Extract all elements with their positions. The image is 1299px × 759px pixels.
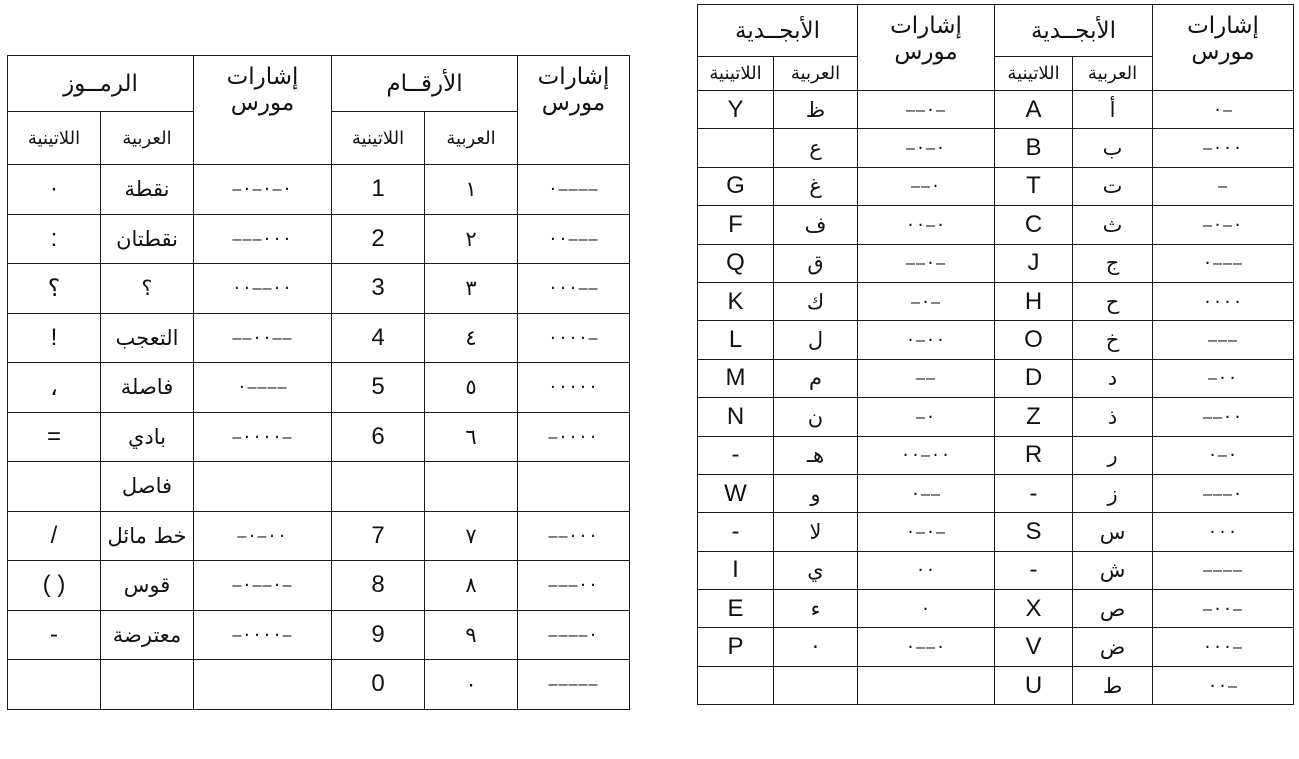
number-arabic-cell: ٥ bbox=[425, 363, 518, 413]
table-row bbox=[698, 244, 1294, 282]
symbol-arabic-cell: قوس bbox=[101, 561, 194, 611]
symbol-arabic-cell: فاصل bbox=[101, 462, 194, 512]
symbol-latin-cell bbox=[8, 660, 101, 710]
letter-arabic-cell: ب bbox=[1073, 129, 1153, 167]
letter-morse-cell: ———· bbox=[1153, 474, 1294, 512]
letter-latin-cell: L bbox=[698, 321, 774, 359]
letter-latin-cell: A bbox=[995, 91, 1073, 129]
letter-morse-cell: —— bbox=[858, 359, 995, 397]
letter-arabic-cell: ل bbox=[774, 321, 858, 359]
letter-arabic-cell: ش bbox=[1073, 551, 1153, 589]
symbol-morse-cell: —·——·— bbox=[194, 561, 332, 611]
letter-morse-cell bbox=[858, 666, 995, 704]
symbol-morse-cell: —····— bbox=[194, 610, 332, 660]
numbers-arabic-header: العربية bbox=[425, 112, 518, 165]
letter-morse-cell: —··— bbox=[1153, 590, 1294, 628]
number-arabic-cell: ٢ bbox=[425, 214, 518, 264]
letter-latin-cell: T bbox=[995, 167, 1073, 205]
symbol-arabic-cell: ؟ bbox=[101, 264, 194, 314]
alphabet-right-latin-header: اللاتينية bbox=[995, 57, 1073, 91]
letter-morse-cell: ··—· bbox=[858, 206, 995, 244]
symbol-morse-cell: ·———— bbox=[194, 363, 332, 413]
number-arabic-cell: ٦ bbox=[425, 412, 518, 462]
number-latin-cell: 4 bbox=[332, 313, 425, 363]
alphabet-right-morse-header: إشارات مورس bbox=[1153, 5, 1294, 91]
symbols-header: الرمــوز bbox=[8, 56, 194, 112]
number-morse-cell: ———·· bbox=[518, 561, 630, 611]
number-arabic-cell: ٣ bbox=[425, 264, 518, 314]
number-morse-cell: ————· bbox=[518, 610, 630, 660]
symbol-latin-cell: ! bbox=[8, 313, 101, 363]
symbol-morse-cell: ——··—— bbox=[194, 313, 332, 363]
letter-arabic-cell: ء bbox=[774, 590, 858, 628]
letter-arabic-cell: ح bbox=[1073, 282, 1153, 320]
number-latin-cell: 5 bbox=[332, 363, 425, 413]
letter-morse-cell: —·· bbox=[1153, 359, 1294, 397]
number-latin-cell: 3 bbox=[332, 264, 425, 314]
symbol-morse-cell: —·—·—· bbox=[194, 165, 332, 215]
letter-arabic-cell: ث bbox=[1073, 206, 1153, 244]
letter-morse-cell: ·——· bbox=[858, 628, 995, 666]
letter-morse-cell: ·—— bbox=[858, 474, 995, 512]
letter-latin-cell: I bbox=[698, 551, 774, 589]
number-morse-cell: ——··· bbox=[518, 511, 630, 561]
letter-latin-cell: Z bbox=[995, 398, 1073, 436]
letter-arabic-cell bbox=[774, 666, 858, 704]
letter-arabic-cell: ض bbox=[1073, 628, 1153, 666]
number-morse-cell: —···· bbox=[518, 412, 630, 462]
letter-latin-cell: S bbox=[995, 513, 1073, 551]
letter-latin-cell: M bbox=[698, 359, 774, 397]
alphabet-left-morse-header: إشارات مورس bbox=[858, 5, 995, 91]
letter-arabic-cell: ع bbox=[774, 129, 858, 167]
number-latin-cell: 9 bbox=[332, 610, 425, 660]
number-latin-cell: 6 bbox=[332, 412, 425, 462]
letter-latin-cell bbox=[698, 129, 774, 167]
table-row bbox=[698, 666, 1294, 704]
table-row bbox=[8, 264, 630, 314]
letter-morse-cell: ——·— bbox=[858, 91, 995, 129]
letter-morse-cell: ·· bbox=[858, 551, 995, 589]
table-row bbox=[698, 551, 1294, 589]
letter-morse-cell: ···— bbox=[1153, 628, 1294, 666]
alphabet-table bbox=[697, 4, 1294, 705]
letter-morse-cell: ··· bbox=[1153, 513, 1294, 551]
letter-latin-cell: X bbox=[995, 590, 1073, 628]
alphabet-left-header: الأبجــدية bbox=[698, 5, 858, 57]
letter-arabic-cell: ي bbox=[774, 551, 858, 589]
numbers-morse-header: إشارات مورس bbox=[518, 56, 630, 165]
table-row bbox=[698, 167, 1294, 205]
numbers-latin-header: اللاتينية bbox=[332, 112, 425, 165]
letter-latin-cell: P bbox=[698, 628, 774, 666]
table-row bbox=[698, 513, 1294, 551]
table-row bbox=[8, 214, 630, 264]
letter-latin-cell: U bbox=[995, 666, 1073, 704]
table-row bbox=[698, 436, 1294, 474]
symbol-latin-cell: : bbox=[8, 214, 101, 264]
number-morse-cell: ·———— bbox=[518, 165, 630, 215]
number-arabic-cell: ٤ bbox=[425, 313, 518, 363]
table-row bbox=[698, 282, 1294, 320]
letter-morse-cell: ——·— bbox=[858, 244, 995, 282]
letter-latin-cell: J bbox=[995, 244, 1073, 282]
table-row bbox=[698, 359, 1294, 397]
number-morse-cell: ···—— bbox=[518, 264, 630, 314]
letter-arabic-cell: · bbox=[774, 628, 858, 666]
symbol-morse-cell bbox=[194, 462, 332, 512]
letter-latin-cell: R bbox=[995, 436, 1073, 474]
table-row bbox=[698, 628, 1294, 666]
symbol-morse-cell: ··——·· bbox=[194, 264, 332, 314]
letter-arabic-cell: م bbox=[774, 359, 858, 397]
symbol-arabic-cell: معترضة bbox=[101, 610, 194, 660]
letter-morse-cell: ·—·— bbox=[858, 513, 995, 551]
symbols-latin-header: اللاتينية bbox=[8, 112, 101, 165]
letter-latin-cell: B bbox=[995, 129, 1073, 167]
number-arabic-cell: ٩ bbox=[425, 610, 518, 660]
letter-arabic-cell: ت bbox=[1073, 167, 1153, 205]
letter-morse-cell: —· bbox=[858, 398, 995, 436]
number-morse-cell: ··——— bbox=[518, 214, 630, 264]
table-row bbox=[698, 206, 1294, 244]
letter-arabic-cell: ظ bbox=[774, 91, 858, 129]
table-row bbox=[698, 474, 1294, 512]
number-morse-cell: ····· bbox=[518, 363, 630, 413]
letter-latin-cell: D bbox=[995, 359, 1073, 397]
number-latin-cell bbox=[332, 462, 425, 512]
letter-latin-cell bbox=[698, 666, 774, 704]
letter-latin-cell: K bbox=[698, 282, 774, 320]
number-latin-cell: 2 bbox=[332, 214, 425, 264]
symbol-morse-cell: —····— bbox=[194, 412, 332, 462]
letter-latin-cell: Y bbox=[698, 91, 774, 129]
table-row bbox=[698, 590, 1294, 628]
letter-latin-cell: N bbox=[698, 398, 774, 436]
letter-morse-cell: —·— bbox=[858, 282, 995, 320]
letter-latin-cell: V bbox=[995, 628, 1073, 666]
letter-morse-cell: ·—·· bbox=[858, 321, 995, 359]
symbol-latin-cell: ( ) bbox=[8, 561, 101, 611]
letter-latin-cell: W bbox=[698, 474, 774, 512]
letter-arabic-cell: ص bbox=[1073, 590, 1153, 628]
number-latin-cell: 7 bbox=[332, 511, 425, 561]
number-arabic-cell: ٨ bbox=[425, 561, 518, 611]
letter-arabic-cell: ر bbox=[1073, 436, 1153, 474]
letter-latin-cell: Q bbox=[698, 244, 774, 282]
letter-arabic-cell: ز bbox=[1073, 474, 1153, 512]
letter-latin-cell: - bbox=[995, 551, 1073, 589]
letter-morse-cell: ···· bbox=[1153, 282, 1294, 320]
letter-arabic-cell: د bbox=[1073, 359, 1153, 397]
symbol-latin-cell bbox=[8, 462, 101, 512]
table-row bbox=[8, 511, 630, 561]
number-arabic-cell: ٠ bbox=[425, 660, 518, 710]
letter-morse-cell: ·—· bbox=[1153, 436, 1294, 474]
numbers-header: الأرقــام bbox=[332, 56, 518, 112]
letter-latin-cell: H bbox=[995, 282, 1073, 320]
table-row bbox=[698, 91, 1294, 129]
table-row bbox=[8, 165, 630, 215]
table-row bbox=[698, 129, 1294, 167]
symbol-arabic-cell: خط مائل bbox=[101, 511, 194, 561]
letter-latin-cell: G bbox=[698, 167, 774, 205]
number-latin-cell: 0 bbox=[332, 660, 425, 710]
alphabet-left-latin-header: اللاتينية bbox=[698, 57, 774, 91]
letter-morse-cell: ——·· bbox=[1153, 398, 1294, 436]
letter-morse-cell: — bbox=[1153, 167, 1294, 205]
symbol-arabic-cell: فاصلة bbox=[101, 363, 194, 413]
letter-arabic-cell: ط bbox=[1073, 666, 1153, 704]
symbols-morse-header: إشارات مورس bbox=[194, 56, 332, 165]
letter-morse-cell: ——— bbox=[1153, 321, 1294, 359]
table-row bbox=[8, 363, 630, 413]
letter-latin-cell: E bbox=[698, 590, 774, 628]
letter-arabic-cell: ج bbox=[1073, 244, 1153, 282]
letter-latin-cell: C bbox=[995, 206, 1073, 244]
letter-morse-cell: —·—· bbox=[858, 129, 995, 167]
letter-arabic-cell: أ bbox=[1073, 91, 1153, 129]
letter-arabic-cell: ق bbox=[774, 244, 858, 282]
letter-morse-cell: ——· bbox=[858, 167, 995, 205]
symbol-arabic-cell: بادي bbox=[101, 412, 194, 462]
symbol-latin-cell: - bbox=[8, 610, 101, 660]
number-arabic-cell: ٧ bbox=[425, 511, 518, 561]
symbol-latin-cell: ، bbox=[8, 363, 101, 413]
table-row bbox=[8, 313, 630, 363]
letter-latin-cell: - bbox=[995, 474, 1073, 512]
table-row bbox=[8, 561, 630, 611]
symbol-latin-cell: ؟ bbox=[8, 264, 101, 314]
letter-latin-cell: O bbox=[995, 321, 1073, 359]
symbol-morse-cell bbox=[194, 660, 332, 710]
symbol-morse-cell: ———··· bbox=[194, 214, 332, 264]
letter-morse-cell: ———— bbox=[1153, 551, 1294, 589]
alphabet-right-header: الأبجــدية bbox=[995, 5, 1153, 57]
symbol-latin-cell: / bbox=[8, 511, 101, 561]
letter-latin-cell: F bbox=[698, 206, 774, 244]
letter-morse-cell: ·——— bbox=[1153, 244, 1294, 282]
letter-arabic-cell: خ bbox=[1073, 321, 1153, 359]
letter-morse-cell: —·—· bbox=[1153, 206, 1294, 244]
number-arabic-cell bbox=[425, 462, 518, 512]
table-row bbox=[8, 610, 630, 660]
table-row bbox=[8, 412, 630, 462]
letter-arabic-cell: س bbox=[1073, 513, 1153, 551]
table-row bbox=[698, 398, 1294, 436]
symbol-arabic-cell: نقطتان bbox=[101, 214, 194, 264]
number-latin-cell: 8 bbox=[332, 561, 425, 611]
number-morse-cell: ····— bbox=[518, 313, 630, 363]
symbol-arabic-cell: نقطة bbox=[101, 165, 194, 215]
symbol-latin-cell: · bbox=[8, 165, 101, 215]
letter-arabic-cell: لا bbox=[774, 513, 858, 551]
letter-morse-cell: ·— bbox=[1153, 91, 1294, 129]
symbol-arabic-cell bbox=[101, 660, 194, 710]
symbol-latin-cell: = bbox=[8, 412, 101, 462]
number-arabic-cell: ١ bbox=[425, 165, 518, 215]
letter-arabic-cell: ن bbox=[774, 398, 858, 436]
number-morse-cell bbox=[518, 462, 630, 512]
letter-latin-cell: - bbox=[698, 513, 774, 551]
table-row bbox=[698, 321, 1294, 359]
number-latin-cell: 1 bbox=[332, 165, 425, 215]
letter-morse-cell: ··—·· bbox=[858, 436, 995, 474]
letter-morse-cell: —··· bbox=[1153, 129, 1294, 167]
letter-arabic-cell: ف bbox=[774, 206, 858, 244]
symbol-arabic-cell: التعجب bbox=[101, 313, 194, 363]
letter-arabic-cell: ذ bbox=[1073, 398, 1153, 436]
letter-arabic-cell: غ bbox=[774, 167, 858, 205]
letter-morse-cell: ··— bbox=[1153, 666, 1294, 704]
symbols-numbers-table bbox=[7, 55, 630, 710]
number-morse-cell: ————— bbox=[518, 660, 630, 710]
letter-morse-cell: · bbox=[858, 590, 995, 628]
letter-arabic-cell: و bbox=[774, 474, 858, 512]
letter-latin-cell: - bbox=[698, 436, 774, 474]
table-row bbox=[8, 660, 630, 710]
letter-arabic-cell: هـ bbox=[774, 436, 858, 474]
symbol-morse-cell: —·—·· bbox=[194, 511, 332, 561]
alphabet-left-arabic-header: العربية bbox=[774, 57, 858, 91]
symbols-arabic-header: العربية bbox=[101, 112, 194, 165]
table-row bbox=[8, 462, 630, 512]
alphabet-right-arabic-header: العربية bbox=[1073, 57, 1153, 91]
letter-arabic-cell: ك bbox=[774, 282, 858, 320]
